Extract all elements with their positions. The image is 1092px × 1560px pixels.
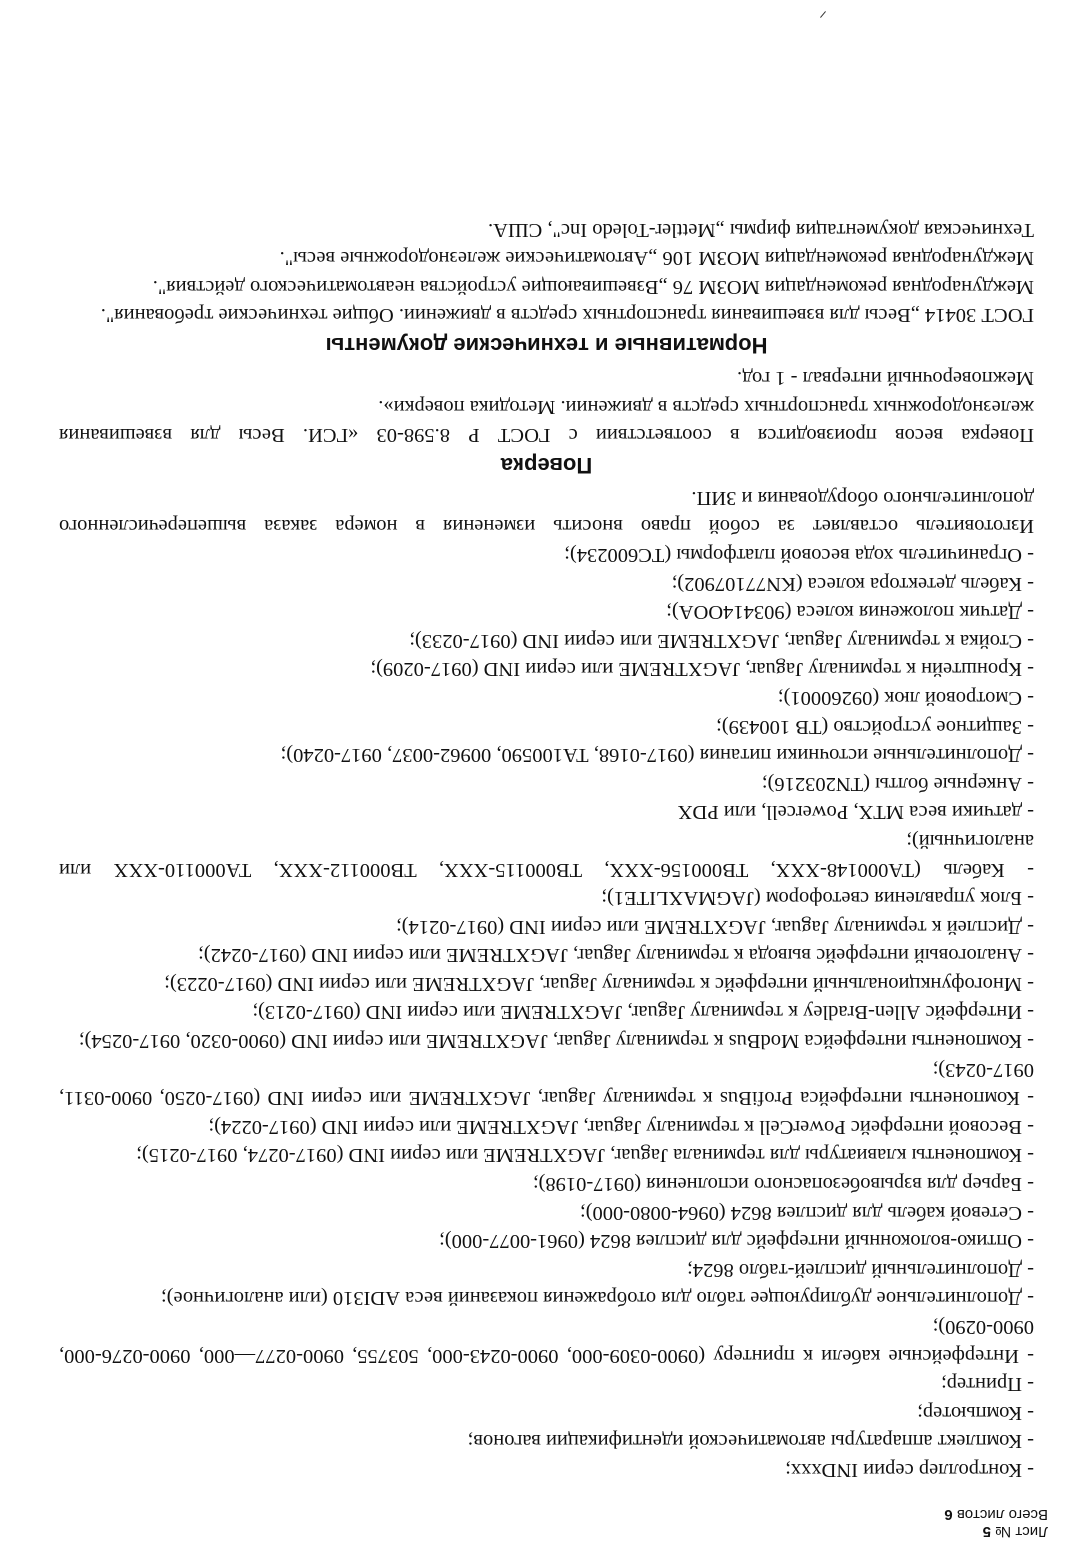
- list-item: - Дополнительные источники питания (0917-0168, TA100590, 00962-0037, 0917-0240);: [280, 744, 1034, 767]
- document-reference: ГОСТ 30414 „Весы для взвешивания транспортных средств в движении. Общие технические требования".: [100, 304, 1034, 327]
- list-item: - Датчик положения колеса (903414OOA);: [666, 601, 1034, 624]
- list-item: - Интерфейс Allen-Bradley к терминалу Jaguar, JAGXTREME или серии IND (0917-0213);: [252, 1001, 1034, 1024]
- documents-heading: Нормативные и технические документы: [325, 333, 768, 359]
- list-item: - Кабель детектора колеса (KN77107902);: [671, 572, 1034, 595]
- list-item: - Комплект аппаратуры автоматической идентификации вагонов;: [467, 1430, 1034, 1453]
- documents-list: [59, 215, 1034, 329]
- list-item: - Стойка к терминалу Jaguar, JAGXTREME или серии IND (0917-0233);: [409, 629, 1034, 652]
- list-item: - Компоненты клавиатуры для терминала Jaguar, JAGXTREME или серии IND (0917-0274, 0917-0215);: [136, 1144, 1034, 1167]
- list-item: - Оптико-волоконный интерфейс для дисплея 8624 (0961-0077-000);: [439, 1230, 1034, 1253]
- scan-mark: [820, 11, 826, 18]
- list-item: - Компоненты интерфейса ModBus к терминалу Jaguar, JAGXTREME или серии IND (0900-0320, 0917-0254);: [78, 1030, 1034, 1053]
- document-body: [59, 215, 1034, 1484]
- list-item: - Компьютер;: [917, 1401, 1034, 1424]
- list-item: - Защитное устройство (TB 100439);: [716, 715, 1034, 738]
- list-item: - Барьер для взрывобезопасного исполнения (0917-0198);: [532, 1173, 1034, 1196]
- verification-text: Поверка весов производится в соответствии с ГОСТ Р 8.598-03 «ГСИ. Весы для взвешивания железнодорожных транспортных средств в движении. Методика поверки».: [59, 395, 1034, 447]
- verification-heading: Поверка: [500, 453, 593, 479]
- document-reference: Международная рекомендация МОЗМ 76 „Взвешивающие устройства неавтоматического действия".: [152, 275, 1034, 298]
- document-reference: Международная рекомендация МОЗМ 106 „Автоматические железнодорожные весы".: [279, 247, 1034, 270]
- list-item: - Кабель (TA000148-XXX, TB000156-XXX, TB000115-XXX, TB000112-XXX, TA000110-XXX или аналогичный);: [59, 829, 1034, 881]
- list-item: - Ограничитель хода весовой платформы (TC600234);: [564, 544, 1034, 566]
- list-item: - Дополнительное дублирующее табло для отображения показаний веса ADI310 (или аналогичное);: [160, 1287, 1034, 1310]
- manufacturer-note: Изготовитель оставляет за собой право вносить изменения в номера заказа вышеперечисленного дополнительного оборудования и ЗИП.: [59, 486, 1034, 538]
- total-sheets-number: 6: [944, 1506, 953, 1523]
- list-item: - Весовой интерфейс PowerCell к терминалу Jaguar, JAGXTREME или серии IND (0917-0224);: [208, 1115, 1034, 1138]
- sheet-number: 5: [982, 1523, 991, 1540]
- sheet-header: [944, 1506, 1048, 1540]
- list-item: - Анкерные болты (TN203216);: [761, 772, 1034, 795]
- list-item: - Сетевой кабель для дисплея 8624 (0964-0080-000);: [579, 1201, 1034, 1224]
- list-item: - Интерфейсные кабели к принтеру (0900-0309-000, 0900-0243-000, 503755, 0900-0277—000, 0900-0276-000, 0900-0290);: [59, 1316, 1034, 1367]
- list-item: - Принтер;: [941, 1373, 1034, 1396]
- sheet-label: Лист №: [995, 1523, 1048, 1540]
- list-item: - Аналоговый интерфейс вывода к терминалу Jaguar, JAGXTREME или серии IND (0917-0242);: [198, 944, 1034, 967]
- document-reference: Техническая документация фирмы „Mettler-Toledo Inc", США.: [487, 218, 1034, 241]
- list-item: - датчики веса MTX, Powercell, или PDX: [677, 801, 1034, 824]
- total-sheets-label: Всего листов: [956, 1506, 1048, 1523]
- verification-interval: Межповерочный интервал - 1 год.: [737, 367, 1034, 390]
- list-item: - Многофункциональный интерфейс к терминалу Jaguar, JAGXTREME или серии IND (0917-0223);: [164, 972, 1034, 995]
- list-item: - Компоненты интерфейса ProfiBus к терминалу Jaguar, JAGXTREME или серии IND (0917-0250, 0900-0311, 0917-0243);: [59, 1058, 1034, 1110]
- list-item: - Кронштейн к терминалу Jaguar, JAGXTREME или серии IND (0917-0209);: [370, 658, 1034, 681]
- list-item: - Смотровой люк (09260001);: [777, 686, 1034, 709]
- equipment-list: [59, 540, 1034, 1484]
- list-item: - Блок управления светофором (JAGMAXLITE1);: [601, 887, 1034, 910]
- list-item: - Дисплей к терминалу Jaguar, JAGXTREME или серии IND (0917-0214);: [396, 915, 1034, 938]
- list-item: - Дополнительный дисплей-табло 8624;: [687, 1258, 1034, 1281]
- list-item: - Контроллер серии INDxxx;: [785, 1459, 1034, 1481]
